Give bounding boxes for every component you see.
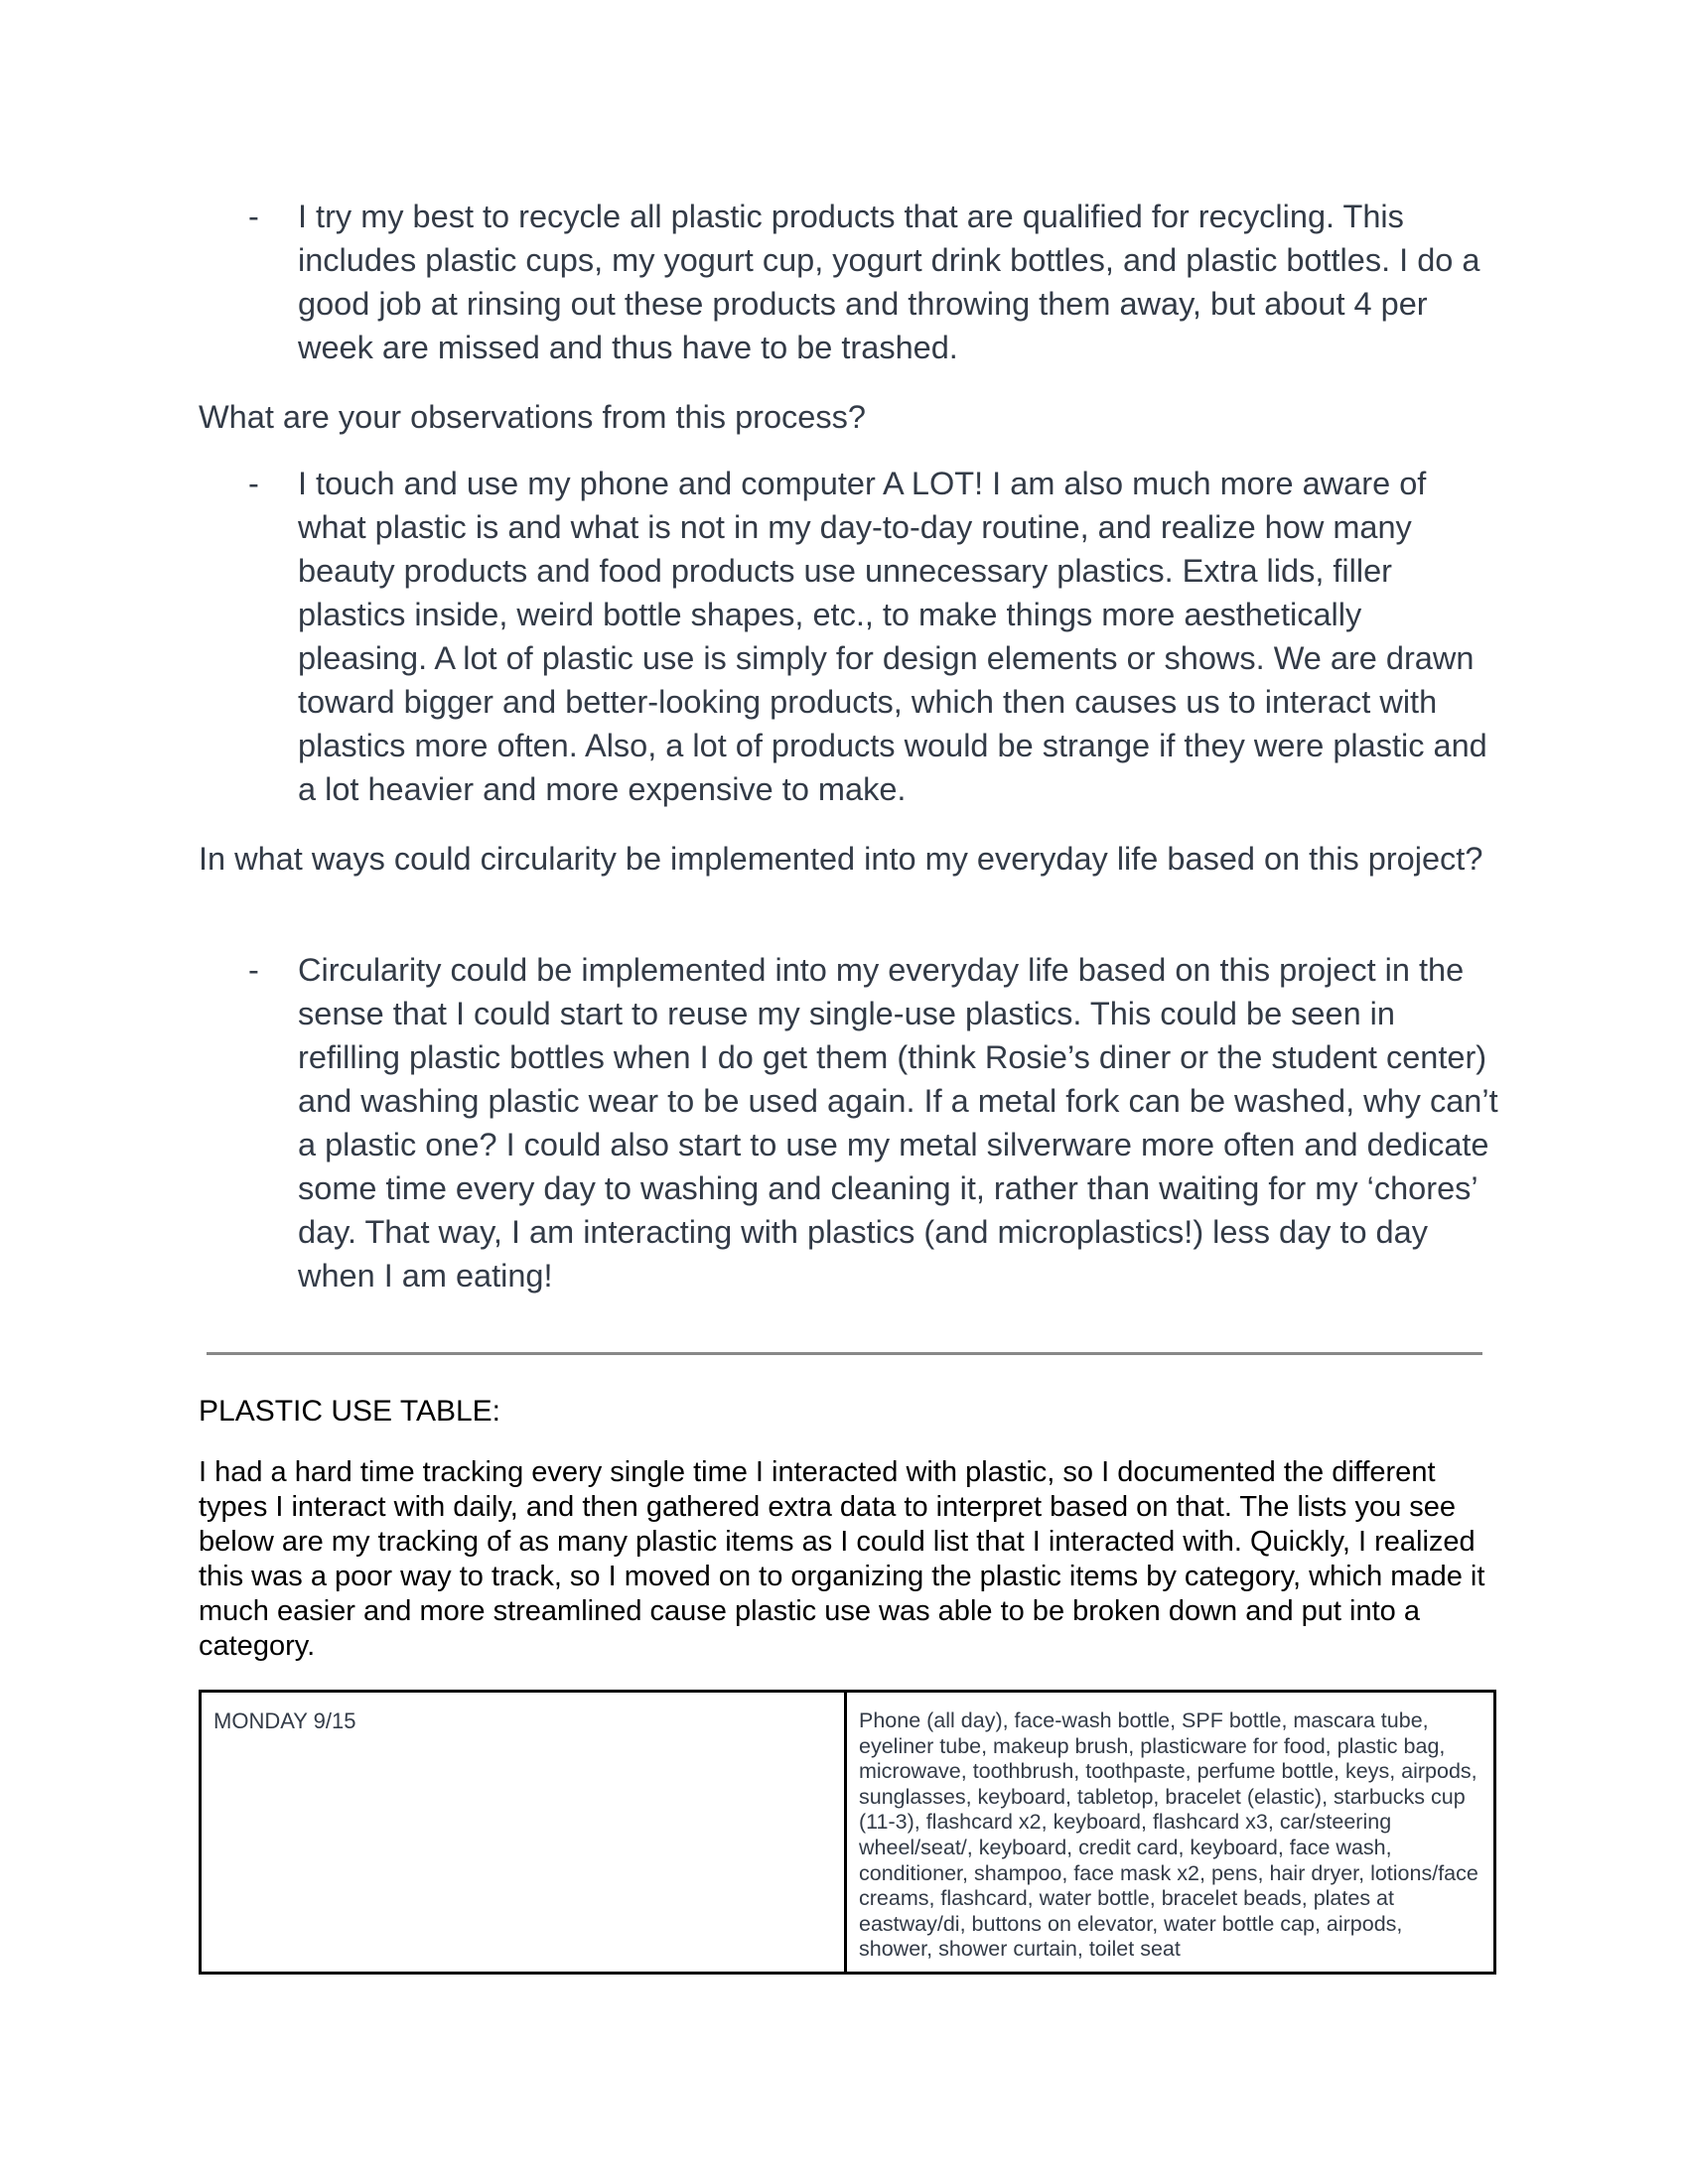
bullet-dash: - (248, 466, 259, 501)
horizontal-divider (207, 1352, 1482, 1355)
table-cell-day: MONDAY 9/15 (202, 1693, 847, 1972)
bullet-dash: - (248, 952, 259, 988)
bullet-dash: - (248, 199, 259, 234)
question-circularity: In what ways could circularity be implemented into my everyday life based on this project? (199, 841, 1483, 877)
bullet-text: I touch and use my phone and computer A LOT! I am also much more aware of what plastic is and what is not in my day-to-day routine, and realize how many beauty products and food products use unnecessary plastics. Extra lids, filler plastics inside, weird bottle shapes, etc., to make things more aesthetically pleasing. A lot of plastic use is simply for design elements or shows. We are drawn toward bigger and better-looking products, which then causes us to interact with plastics more often. Also, a lot of products would be strange if they were plastic and a lot heavier and more expensive to make. (298, 466, 1487, 807)
plastic-table-title: PLASTIC USE TABLE: (199, 1395, 500, 1428)
bullet-text: I try my best to recycle all plastic products that are qualified for recycling. This includes plastic cups, my yogurt cup, yogurt drink bottles, and plastic bottles. I do a good job at rinsing out these products and throwing them away, but about 4 per week are missed and thus have to be trashed. (298, 199, 1480, 365)
table-cell-items: Phone (all day), face-wash bottle, SPF bottle, mascara tube, eyeliner tube, makeup brush, plasticware for food, plastic bag, microwave, toothbrush, toothpaste, perfume bottle, keys, airpods, sunglasses, keyboard, tabletop, bracelet (elastic), starbucks cup (11-3), flashcard x2, keyboard, flashcard x3, car/steering wheel/seat/, keyboard, credit card, keyboard, face wash, conditioner, shampoo, face mask x2, pens, hair dryer, lotions/face creams, flashcard, water bottle, bracelet beads, plates at eastway/di, buttons on elevator, water bottle cap, airpods, shower, shower curtain, toilet seat (859, 1708, 1478, 1962)
plastic-table-intro: I had a hard time tracking every single time I interacted with plastic, so I documented the different types I interact with daily, and then gathered extra data to interpret based on that. The lists you see below are my tracking of as many plastic items as I could list that I interacted with. Quickly, I realized this was a poor way to track, so I moved on to organizing the plastic items by category, which made it much easier and more streamlined cause plastic use was able to be broken down and put into a category. (199, 1456, 1485, 1662)
plastic-use-table (199, 1690, 1496, 1975)
bullet-circularity (248, 948, 1499, 1297)
bullet-observations (248, 462, 1499, 811)
question-observations: What are your observations from this process? (199, 399, 866, 435)
bullet-text: Circularity could be implemented into my everyday life based on this project in the sense that I could start to reuse my single-use plastics. This could be seen in refilling plastic bottles when I do get them (think Rosie’s diner or the student center) and washing plastic wear to be used again. If a metal fork can be washed, why can’t a plastic one? I could also start to use my metal silverware more often and dedicate some time every day to washing and cleaning it, rather than waiting for my ‘chores’ day. That way, I am interacting with plastics (and microplastics!) less day to day when I am eating! (298, 952, 1498, 1294)
bullet-recycling (248, 195, 1499, 369)
